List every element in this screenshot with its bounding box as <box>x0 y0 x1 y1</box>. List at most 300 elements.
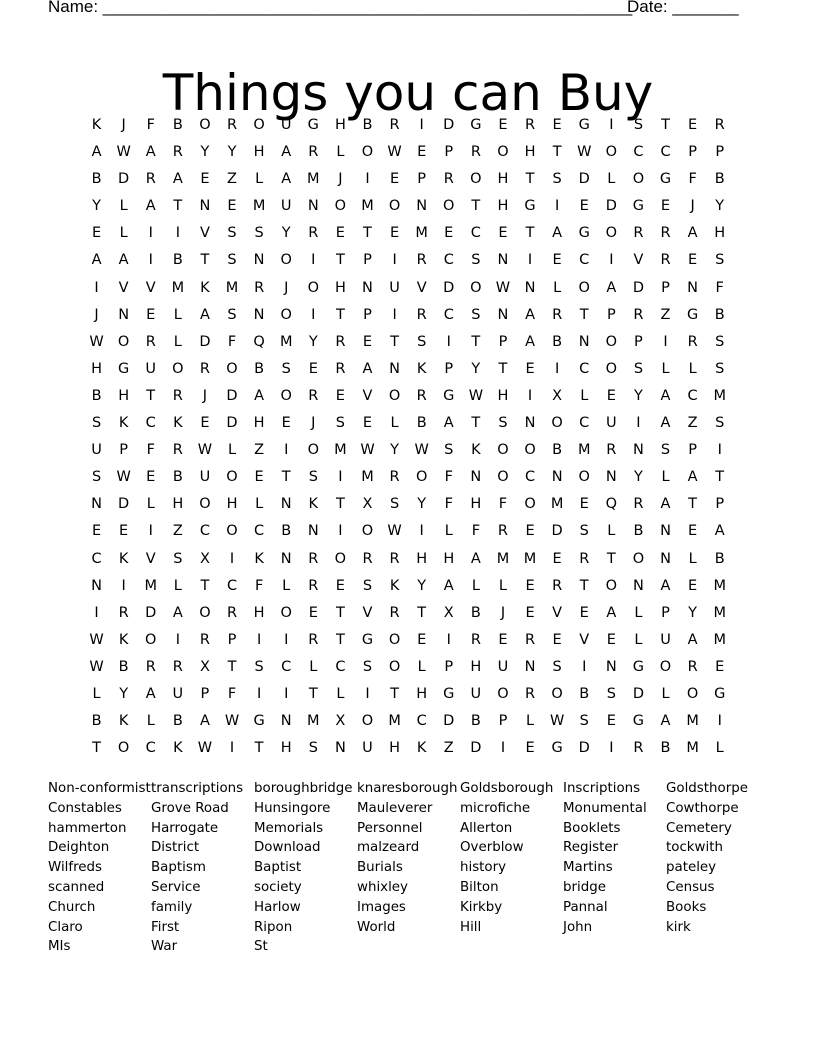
grid-letter: J <box>338 171 343 188</box>
grid-letter: O <box>497 685 509 702</box>
word-list-item: pateley <box>666 860 717 876</box>
grid-letter: R <box>416 387 427 404</box>
grid-letter: O <box>497 469 509 486</box>
grid-letter: A <box>281 144 292 161</box>
grid-letter: E <box>688 523 698 540</box>
grid-letter: A <box>660 713 671 730</box>
grid-letter: B <box>552 442 563 459</box>
grid-letter: P <box>661 279 670 296</box>
grid-letter: L <box>119 198 128 215</box>
grid-letter: G <box>632 198 645 215</box>
grid-letter: K <box>173 415 183 432</box>
grid-letter: G <box>307 117 319 133</box>
grid-letter: I <box>338 523 343 540</box>
grid-letter: B <box>362 117 373 133</box>
grid-letter: G <box>578 117 590 133</box>
grid-letter: N <box>416 198 428 215</box>
grid-letter: E <box>335 387 345 404</box>
grid-row <box>83 331 733 358</box>
grid-letter: A <box>687 225 698 242</box>
grid-letter: E <box>389 225 400 242</box>
word-list-item: family <box>151 899 193 915</box>
grid-letter: I <box>527 387 533 404</box>
grid-letter: N <box>91 496 102 513</box>
grid-letter: E <box>525 577 535 594</box>
grid-letter: E <box>362 333 373 350</box>
grid-letter: R <box>308 144 319 161</box>
grid-letter: W <box>387 523 402 540</box>
grid-letter: Y <box>417 496 427 513</box>
grid-letter: Z <box>443 740 454 757</box>
grid-letter: L <box>255 496 264 513</box>
grid-letter: R <box>389 117 400 133</box>
grid-letter: R <box>606 442 617 459</box>
word-list-item: society <box>254 879 302 895</box>
grid-letter: G <box>443 387 455 404</box>
grid-letter: G <box>632 658 645 675</box>
grid-letter: R <box>335 360 346 377</box>
grid-letter: L <box>309 658 318 675</box>
grid-letter: N <box>362 279 373 296</box>
grid-letter: B <box>470 713 481 730</box>
grid-letter: R <box>633 740 644 757</box>
grid-letter: P <box>227 631 237 648</box>
word-list-item: malzeard <box>357 840 420 856</box>
grid-letter: F <box>715 279 724 296</box>
grid-letter: C <box>633 144 644 161</box>
grid-letter: H <box>91 360 102 377</box>
grid-letter: R <box>308 550 319 567</box>
grid-letter: W <box>495 279 511 296</box>
grid-letter: T <box>525 171 535 188</box>
grid-letter: P <box>498 713 508 730</box>
grid-letter: I <box>609 117 614 133</box>
grid-letter: E <box>308 360 318 377</box>
grid-letter: W <box>387 144 402 161</box>
grid-letter: E <box>91 523 102 540</box>
grid-letter: N <box>551 469 563 486</box>
grid-letter: I <box>419 523 424 540</box>
word-list-item: hammerton <box>48 820 127 836</box>
grid-letter: P <box>417 171 427 188</box>
grid-letter: D <box>632 685 644 702</box>
grid-letter: B <box>172 117 183 133</box>
grid-letter: H <box>497 198 509 215</box>
word-list-item: World <box>357 919 396 935</box>
grid-letter: L <box>255 171 264 188</box>
grid-letter: O <box>524 442 536 459</box>
grid-letter: I <box>609 252 614 269</box>
word-column <box>48 779 151 957</box>
grid-letter: D <box>443 279 455 296</box>
grid-letter: H <box>497 171 509 188</box>
grid-letter: S <box>417 333 427 350</box>
word-list-item: Baptist <box>254 860 302 876</box>
word-list-item: Allerton <box>460 820 513 836</box>
word-list-item: Personnel <box>357 820 423 836</box>
grid-letter: O <box>578 469 590 486</box>
grid-letter: E <box>444 225 454 242</box>
name-field-label: Name: ________________________________________________________ <box>48 0 633 16</box>
grid-letter: X <box>335 713 346 730</box>
grid-letter: M <box>361 469 374 486</box>
grid-letter: N <box>632 442 644 459</box>
grid-letter: M <box>171 279 185 296</box>
grid-letter: E <box>688 117 698 133</box>
grid-letter: A <box>660 415 671 432</box>
grid-letter: R <box>470 144 481 161</box>
word-column <box>666 779 769 937</box>
grid-letter: A <box>525 333 535 350</box>
grid-letter: C <box>660 144 671 161</box>
grid-letter: E <box>498 117 508 133</box>
grid-letter: B <box>714 306 725 323</box>
grid-letter: L <box>336 144 345 161</box>
grid-letter: O <box>632 171 645 188</box>
word-column <box>254 779 357 957</box>
grid-letter: G <box>361 631 374 648</box>
grid-letter: I <box>365 171 370 188</box>
grid-letter: E <box>552 631 562 648</box>
grid-letter: E <box>688 577 698 594</box>
word-list-item: Grove Road <box>151 800 229 816</box>
grid-letter: P <box>363 252 372 269</box>
grid-letter: L <box>282 577 291 594</box>
grid-letter: O <box>388 198 401 215</box>
grid-row <box>83 304 733 331</box>
grid-letter: O <box>226 469 238 486</box>
grid-letter: L <box>498 577 507 594</box>
grid-letter: C <box>335 658 346 675</box>
grid-letter: B <box>714 550 725 567</box>
grid-letter: H <box>280 740 292 757</box>
word-list-item: Claro <box>48 919 83 935</box>
grid-letter: W <box>197 442 213 459</box>
grid-letter: W <box>577 144 592 161</box>
grid-letter: M <box>361 198 374 215</box>
word-list-item: Constables <box>48 800 122 816</box>
grid-letter: S <box>660 442 671 459</box>
grid-letter: I <box>229 550 235 567</box>
grid-letter: C <box>145 415 156 432</box>
grid-letter: A <box>172 604 183 621</box>
word-list-item: Books <box>666 899 707 915</box>
grid-letter: E <box>525 360 535 377</box>
grid-letter: H <box>253 144 265 161</box>
grid-letter: G <box>470 117 482 133</box>
grid-letter: U <box>606 415 617 432</box>
grid-letter: I <box>446 333 451 350</box>
grid-letter: S <box>227 306 237 323</box>
word-list-item: Monumental <box>563 800 647 816</box>
grid-letter: S <box>715 360 725 377</box>
grid-letter: K <box>416 740 427 757</box>
word-list-item: Hunsingore <box>254 800 331 816</box>
grid-letter: U <box>280 198 292 215</box>
grid-letter: R <box>714 117 725 133</box>
grid-letter: E <box>606 387 616 404</box>
grid-letter: B <box>416 415 427 432</box>
grid-letter: K <box>118 631 129 648</box>
grid-letter: C <box>579 415 590 432</box>
word-list-item: tockwith <box>666 840 723 856</box>
grid-letter: E <box>715 658 725 675</box>
grid-letter: H <box>470 658 482 675</box>
grid-letter: C <box>226 577 238 594</box>
grid-letter: O <box>605 144 618 161</box>
grid-letter: O <box>199 496 211 513</box>
grid-letter: J <box>121 117 126 133</box>
grid-letter: E <box>119 523 129 540</box>
grid-letter: X <box>199 658 210 675</box>
grid-letter: N <box>199 198 211 215</box>
grid-letter: T <box>227 658 237 675</box>
grid-letter: A <box>525 306 535 323</box>
word-list-item: Pannal <box>563 899 608 915</box>
grid-letter: S <box>335 415 345 432</box>
grid-letter: O <box>199 604 211 621</box>
grid-letter: C <box>281 658 292 675</box>
grid-letter: X <box>443 604 454 621</box>
grid-letter: V <box>145 279 156 296</box>
grid-letter: I <box>229 740 235 757</box>
grid-letter: D <box>118 171 130 188</box>
grid-letter: C <box>579 360 590 377</box>
grid-letter: S <box>254 225 264 242</box>
grid-letter: H <box>118 387 130 404</box>
grid-letter: L <box>661 469 670 486</box>
grid-letter: O <box>659 658 672 675</box>
grid-letter: M <box>523 550 537 567</box>
grid-letter: D <box>226 387 238 404</box>
grid-letter: T <box>579 577 589 594</box>
grid-letter: N <box>389 360 400 377</box>
grid-letter: V <box>552 604 563 621</box>
grid-letter: N <box>470 469 482 486</box>
grid-letter: K <box>118 415 129 432</box>
grid-letter: E <box>308 604 318 621</box>
grid-letter: H <box>416 550 428 567</box>
grid-letter: E <box>525 604 535 621</box>
grid-letter: O <box>361 713 374 730</box>
grid-letter: T <box>200 252 210 269</box>
grid-letter: W <box>89 631 104 648</box>
grid-letter: L <box>553 279 562 296</box>
word-list-item: MIs <box>48 939 71 955</box>
word-list-item: whixley <box>357 879 408 895</box>
grid-letter: T <box>661 117 670 133</box>
grid-letter: H <box>714 225 726 242</box>
grid-letter: R <box>525 117 536 133</box>
grid-letter: S <box>91 415 102 432</box>
grid-letter: H <box>497 387 509 404</box>
grid-letter: E <box>579 604 589 621</box>
grid-letter: T <box>471 333 481 350</box>
grid-letter: N <box>280 550 292 567</box>
grid-letter: U <box>660 631 671 648</box>
grid-letter: Y <box>715 198 725 215</box>
grid-letter: N <box>497 306 509 323</box>
grid-letter: S <box>633 360 644 377</box>
grid-letter: O <box>605 360 618 377</box>
word-list-item: Church <box>48 899 96 915</box>
grid-letter: A <box>254 387 265 404</box>
grid-letter: B <box>579 685 590 702</box>
grid-letter: N <box>118 306 130 323</box>
grid-letter: M <box>225 279 239 296</box>
grid-letter: A <box>660 387 671 404</box>
word-list-item: Service <box>151 879 201 895</box>
grid-letter: E <box>606 631 616 648</box>
grid-letter: C <box>524 469 536 486</box>
grid-letter: S <box>715 415 725 432</box>
grid-letter: O <box>361 144 374 161</box>
grid-letter: R <box>172 387 183 404</box>
grid-row <box>83 141 733 168</box>
grid-letter: S <box>227 225 237 242</box>
grid-letter: N <box>253 306 265 323</box>
word-list-item: knaresborough <box>357 781 458 796</box>
grid-letter: Z <box>660 306 671 323</box>
grid-letter: Q <box>605 496 618 513</box>
grid-letter: A <box>281 171 292 188</box>
grid-letter: O <box>145 631 157 648</box>
grid-letter: I <box>527 252 533 269</box>
grid-letter: M <box>550 496 564 513</box>
grid-letter: B <box>172 713 183 730</box>
grid-letter: A <box>443 415 454 432</box>
grid-row <box>83 710 733 737</box>
word-list-item: Hill <box>460 919 482 935</box>
grid-letter: Y <box>633 387 643 404</box>
grid-letter: V <box>416 279 427 296</box>
grid-letter: N <box>578 333 590 350</box>
grid-letter: I <box>636 415 641 432</box>
grid-letter: I <box>148 225 153 242</box>
grid-letter: X <box>362 496 373 513</box>
grid-letter: I <box>717 713 722 730</box>
grid-letter: E <box>389 171 400 188</box>
grid-letter: R <box>199 360 210 377</box>
grid-letter: B <box>172 469 183 486</box>
grid-row <box>83 277 733 304</box>
grid-letter: A <box>172 171 183 188</box>
grid-letter: I <box>663 333 668 350</box>
grid-letter: D <box>443 117 455 133</box>
grid-letter: D <box>443 713 455 730</box>
grid-letter: S <box>579 523 589 540</box>
grid-letter: N <box>660 523 671 540</box>
grid-letter: O <box>443 198 455 215</box>
grid-letter: A <box>91 252 102 269</box>
grid-letter: L <box>688 550 697 567</box>
grid-letter: T <box>471 415 481 432</box>
grid-row <box>83 385 733 412</box>
word-list-item: War <box>151 939 178 955</box>
grid-letter: R <box>308 577 319 594</box>
word-list-item: Cowthorpe <box>666 800 739 816</box>
grid-letter: R <box>118 604 129 621</box>
grid-letter: P <box>606 306 616 323</box>
grid-letter: J <box>311 415 316 432</box>
word-list-item: bridge <box>563 879 606 895</box>
grid-letter: K <box>416 360 427 377</box>
grid-letter: T <box>417 604 427 621</box>
word-column <box>151 779 254 957</box>
grid-letter: R <box>687 333 698 350</box>
grid-letter: M <box>496 550 510 567</box>
page-title: Things you can Buy <box>162 63 654 122</box>
grid-row <box>83 168 733 195</box>
grid-letter: R <box>633 496 644 513</box>
date-field-label: Date: _______ <box>627 0 739 16</box>
grid-letter: T <box>335 631 345 648</box>
grid-letter: R <box>660 252 671 269</box>
grid-letter: E <box>606 713 616 730</box>
grid-letter: X <box>199 550 210 567</box>
grid-letter: M <box>713 387 726 404</box>
grid-letter: R <box>633 306 644 323</box>
grid-letter: D <box>470 740 482 757</box>
grid-letter: G <box>578 225 590 242</box>
grid-letter: R <box>660 225 671 242</box>
grid-letter: M <box>686 740 699 757</box>
grid-letter: Y <box>92 198 101 215</box>
grid-letter: F <box>498 496 508 513</box>
grid-letter: H <box>253 604 265 621</box>
grid-row <box>83 249 733 276</box>
grid-row <box>83 412 733 439</box>
grid-letter: S <box>227 252 237 269</box>
grid-letter: L <box>471 577 480 594</box>
grid-letter: R <box>497 523 508 540</box>
word-list-item: Harrogate <box>151 820 219 836</box>
grid-letter: M <box>252 198 266 215</box>
grid-letter: B <box>660 740 671 757</box>
grid-letter: T <box>390 333 399 350</box>
grid-letter: O <box>226 360 238 377</box>
grid-row <box>83 493 733 520</box>
grid-letter: N <box>632 577 644 594</box>
grid-letter: O <box>632 550 645 567</box>
grid-letter: R <box>226 604 238 621</box>
grid-letter: O <box>117 740 130 757</box>
grid-letter: L <box>173 577 182 594</box>
grid-letter: L <box>92 685 101 702</box>
word-list-item: kirk <box>666 919 691 935</box>
grid-letter: M <box>334 442 347 459</box>
grid-letter: C <box>579 252 590 269</box>
grid-letter: V <box>579 631 590 648</box>
word-list-item: Cemetery <box>666 820 732 836</box>
grid-letter: L <box>119 225 128 242</box>
grid-letter: A <box>552 225 563 242</box>
grid-letter: B <box>91 387 102 404</box>
grid-letter: P <box>444 360 454 377</box>
grid-letter: G <box>253 713 265 730</box>
grid-letter: U <box>91 442 102 459</box>
grid-letter: F <box>146 117 155 133</box>
grid-letter: B <box>281 523 292 540</box>
grid-letter: R <box>254 279 265 296</box>
grid-letter: L <box>173 333 182 350</box>
grid-letter: T <box>363 225 372 242</box>
grid-letter: C <box>254 523 265 540</box>
word-list-item: Register <box>563 840 619 856</box>
grid-letter: Y <box>200 144 210 161</box>
grid-letter: L <box>146 496 155 513</box>
grid-letter: K <box>173 740 183 757</box>
